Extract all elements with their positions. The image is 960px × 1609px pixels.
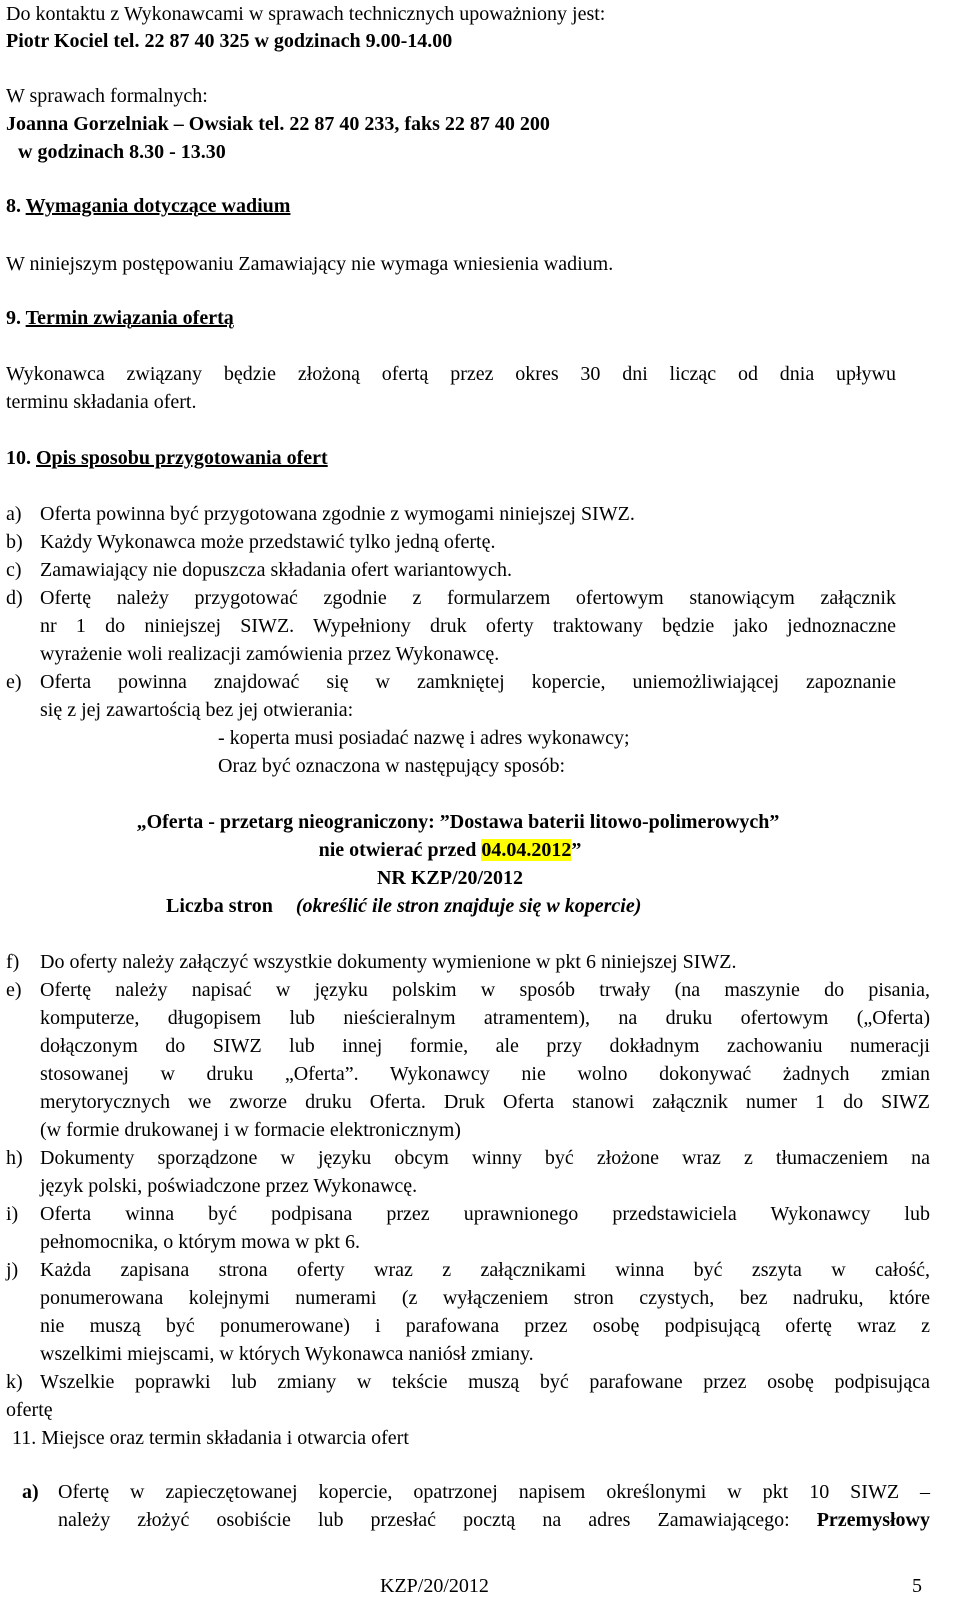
list-item-text: Do oferty należy załączyć wszystkie dokumenty wymienione w pkt 6 niniejszej SIWZ. bbox=[40, 951, 737, 973]
list-item-text: Oferta winna być podpisana przez uprawnionego przedstawiciela Wykonawcy lub bbox=[40, 1203, 930, 1225]
footer-document-code: KZP/20/2012 bbox=[380, 1575, 489, 1597]
list-item-label: h) bbox=[6, 1147, 23, 1169]
section-11-item-text-line2 bbox=[58, 1506, 930, 1534]
list-item-text: stosowanej w druku „Oferta”. Wykonawcy nie wolno dokonywać żadnych zmian bbox=[40, 1063, 930, 1085]
section-8-number: 8. bbox=[6, 195, 21, 217]
envelope-note-address: - koperta musi posiadać nazwę i adres wykonawcy; bbox=[218, 727, 630, 749]
section-11-heading: 11. Miejsce oraz termin składania i otwarcia ofert bbox=[12, 1427, 409, 1449]
list-item-label: i) bbox=[6, 1203, 19, 1225]
envelope-marking-quote: ” bbox=[571, 839, 582, 861]
section-9-text-line1: Wykonawca związany będzie złożoną ofertą przez okres 30 dni licząc od dnia upływu bbox=[6, 363, 896, 385]
section-9-number: 9. bbox=[6, 307, 21, 329]
envelope-marking-page-count-instruction: (określić ile stron znajduje się w kopercie) bbox=[295, 895, 642, 917]
list-item-text: Oferta powinna znajdować się w zamkniętej kopercie, uniemożliwiającej zapoznanie bbox=[40, 671, 896, 693]
section-8-title: Wymagania dotyczące wadium bbox=[25, 195, 291, 217]
list-item-text: Dokumenty sporządzone w języku obcym winny być złożone wraz z tłumaczeniem na bbox=[40, 1147, 930, 1169]
section-9-text-line2: terminu składania ofert. bbox=[6, 391, 197, 413]
list-item-text: nr 1 do niniejszej SIWZ. Wypełniony druk oferty traktowany będzie jako jednoznaczne bbox=[40, 615, 896, 637]
contact-formal-person: Joanna Gorzelniak – Owsiak tel. 22 87 40 233, faks 22 87 40 200 bbox=[6, 113, 550, 135]
list-item-text: komputerze, długopisem lub nieścieralnym atramentem), na druku ofertowym („Oferta) bbox=[40, 1007, 930, 1029]
footer-page-number: 5 bbox=[912, 1575, 922, 1597]
envelope-marking-page-count bbox=[166, 892, 641, 920]
envelope-marking-do-not-open: nie otwierać przed bbox=[318, 839, 482, 861]
list-item-text: Wszelkie poprawki lub zmiany w tekście muszą być parafowane przez osobę podpisująca bbox=[40, 1371, 930, 1393]
contact-technical-intro: Do kontaktu z Wykonawcami w sprawach technicznych upoważniony jest: bbox=[6, 3, 606, 25]
list-item-text: Ofertę należy przygotować zgodnie z formularzem ofertowym stanowiącym załącznik bbox=[40, 587, 896, 609]
section-11-item-text: Ofertę w zapieczętowanej kopercie, opatrzonej napisem określonymi w pkt 10 SIWZ – bbox=[58, 1481, 930, 1503]
envelope-marking-page-count-label: Liczba stron bbox=[166, 895, 273, 917]
section-11-item-label: a) bbox=[22, 1481, 39, 1503]
contact-formal-hours: w godzinach 8.30 - 13.30 bbox=[18, 141, 226, 163]
list-item-label: b) bbox=[6, 531, 23, 553]
list-item-label: d) bbox=[6, 587, 23, 609]
section-8-heading bbox=[6, 192, 290, 220]
section-9-heading bbox=[6, 304, 234, 332]
envelope-marking-date: 04.04.2012 bbox=[481, 839, 572, 861]
list-item-label: k) bbox=[6, 1371, 23, 1393]
list-item-text: się z jej zawartością bez jej otwierania: bbox=[40, 699, 354, 721]
section-10-number: 10. bbox=[6, 447, 31, 469]
list-item-text: język polski, poświadczone przez Wykonawcę. bbox=[40, 1175, 418, 1197]
list-item-label: f) bbox=[6, 951, 20, 973]
list-item-label: a) bbox=[6, 503, 22, 525]
list-item-text: Zamawiający nie dopuszcza składania ofert wariantowych. bbox=[40, 559, 513, 581]
list-item-text: merytorycznych we zworze druku Oferta. Druk Oferta stanowi załącznik numer 1 do SIWZ bbox=[40, 1091, 930, 1113]
list-item-text: Każdy Wykonawca może przedstawić tylko jedną ofertę. bbox=[40, 531, 496, 553]
list-item-text: nie muszą być ponumerowane) i parafowana przez osobę podpisującą ofertę wraz z bbox=[40, 1315, 930, 1337]
section-10-title: Opis sposobu przygotowania ofert bbox=[36, 447, 328, 469]
list-item-text: (w formie drukowanej i w formacie elektronicznym) bbox=[40, 1119, 461, 1141]
list-item-label: e) bbox=[6, 671, 22, 693]
section-9-title: Termin związania ofertą bbox=[25, 307, 234, 329]
list-item-continuation: ofertę bbox=[6, 1399, 53, 1421]
list-item-text: Każda zapisana strona oferty wraz z załącznikami winna być zszyta w całość, bbox=[40, 1259, 930, 1281]
section-8-text: W niniejszym postępowaniu Zamawiający nie wymaga wniesienia wadium. bbox=[6, 253, 614, 275]
envelope-note-marking: Oraz być oznaczona w następujący sposób: bbox=[218, 755, 566, 777]
section-11-item-text-bold: Przemysłowy bbox=[816, 1509, 930, 1531]
list-item-text: wszelkimi miejscami, w których Wykonawca naniósł zmiany. bbox=[40, 1343, 534, 1365]
list-item-text: Oferta powinna być przygotowana zgodnie z wymogami niniejszej SIWZ. bbox=[40, 503, 635, 525]
list-item-label: j) bbox=[6, 1259, 19, 1281]
section-11-item-text-part: należy złożyć osobiście lub przesłać pocztą na adres Zamawiającego: bbox=[58, 1509, 790, 1531]
list-item-text: pełnomocnika, o którym mowa w pkt 6. bbox=[40, 1231, 360, 1253]
envelope-marking-date-line bbox=[0, 836, 930, 864]
list-item-text: Ofertę należy napisać w języku polskim w sposób trwały (na maszynie do pisania, bbox=[40, 979, 930, 1001]
list-item-text: dołączonym do SIWZ lub innej formie, ale przy dokładnym zachowaniu numeracji bbox=[40, 1035, 930, 1057]
contact-formal-intro: W sprawach formalnych: bbox=[6, 85, 208, 107]
envelope-marking-case-number: NR KZP/20/2012 bbox=[376, 867, 524, 889]
list-item-label: c) bbox=[6, 559, 22, 581]
section-10-heading bbox=[6, 444, 328, 472]
envelope-marking-title: „Oferta - przetarg nieograniczony: ”Dostawa baterii litowo-polimerowych” bbox=[136, 811, 780, 833]
list-item-label: e) bbox=[6, 979, 22, 1001]
contact-technical-person: Piotr Kociel tel. 22 87 40 325 w godzinach 9.00-14.00 bbox=[6, 30, 453, 52]
list-item-text: ponumerowana kolejnymi numerami (z wyłączeniem stron czystych, bez nadruku, które bbox=[40, 1287, 930, 1309]
list-item-text: wyrażenie woli realizacji zamówienia przez Wykonawcę. bbox=[40, 643, 500, 665]
